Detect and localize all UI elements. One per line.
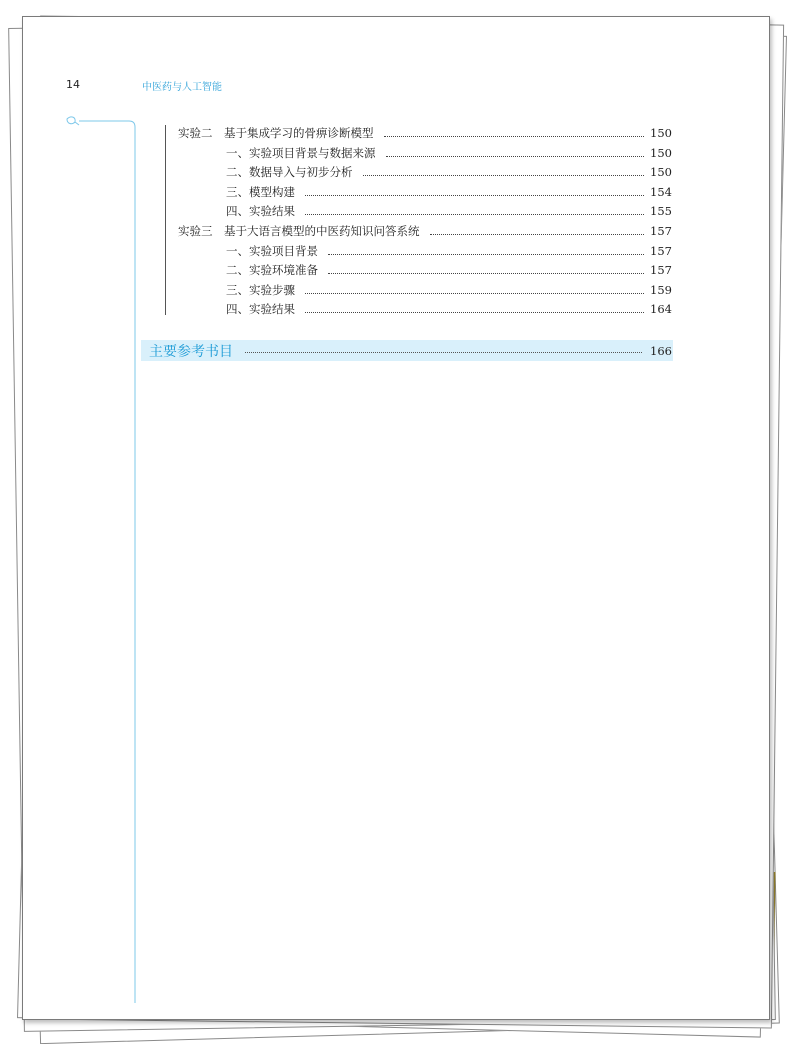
toc-entry-label: 三、实验步骤 (226, 282, 295, 297)
dot-leader (305, 312, 644, 313)
references-label: 主要参考书目 (149, 343, 233, 360)
toc-entry[interactable] (178, 203, 672, 223)
toc-entry-page: 157 (650, 243, 672, 258)
toc-entry-page: 157 (650, 223, 672, 238)
dot-leader (384, 136, 645, 137)
toc-entry[interactable] (178, 184, 672, 204)
dot-leader (363, 175, 645, 176)
toc-entry-label: 一、实验项目背景 (226, 243, 318, 258)
dot-leader (328, 273, 644, 274)
references-entry[interactable] (141, 340, 673, 361)
toc-entry[interactable] (178, 164, 672, 184)
table-of-contents (178, 125, 672, 321)
document-page (22, 16, 770, 1020)
dot-leader (305, 195, 644, 196)
toc-entry-label: 实验二 基于集成学习的骨痹诊断模型 (178, 126, 374, 140)
running-title: 中医药与人工智能 (142, 82, 222, 93)
toc-entry-page: 157 (650, 263, 672, 278)
toc-entry-page: 150 (650, 165, 672, 180)
dot-leader (386, 156, 645, 157)
toc-entry-label: 实验三 基于大语言模型的中医药知识问答系统 (178, 223, 420, 238)
toc-entry-label: 三、模型构建 (226, 184, 295, 199)
toc-entry[interactable] (178, 301, 672, 321)
toc-entry[interactable] (178, 125, 672, 145)
references-page: 166 (650, 343, 672, 358)
toc-entry-page: 159 (650, 282, 672, 297)
dot-leader (245, 352, 642, 353)
toc-entry-label: 四、实验结果 (226, 204, 295, 219)
toc-entry-page: 154 (650, 184, 672, 199)
dot-leader (430, 234, 645, 235)
toc-entry-label: 二、实验环境准备 (226, 263, 318, 278)
toc-entry-page: 164 (650, 302, 672, 317)
toc-vertical-rule (165, 125, 166, 315)
toc-entry[interactable] (178, 243, 672, 263)
toc-entry-label: 一、实验项目背景与数据来源 (226, 145, 376, 160)
dot-leader (305, 293, 644, 294)
toc-entry[interactable] (178, 262, 672, 282)
toc-entry-page: 150 (650, 126, 672, 140)
toc-entry[interactable] (178, 282, 672, 302)
toc-entry-label: 四、实验结果 (226, 302, 295, 317)
toc-entry-label: 二、数据导入与初步分析 (226, 165, 353, 180)
dot-leader (305, 214, 644, 215)
page-number: 14 (66, 78, 80, 91)
toc-entry[interactable] (178, 145, 672, 165)
toc-entry-page: 150 (650, 145, 672, 160)
leaf-decoration-line (63, 115, 153, 1005)
toc-entry-page: 155 (650, 204, 672, 219)
dot-leader (328, 254, 644, 255)
toc-entry[interactable] (178, 223, 672, 243)
